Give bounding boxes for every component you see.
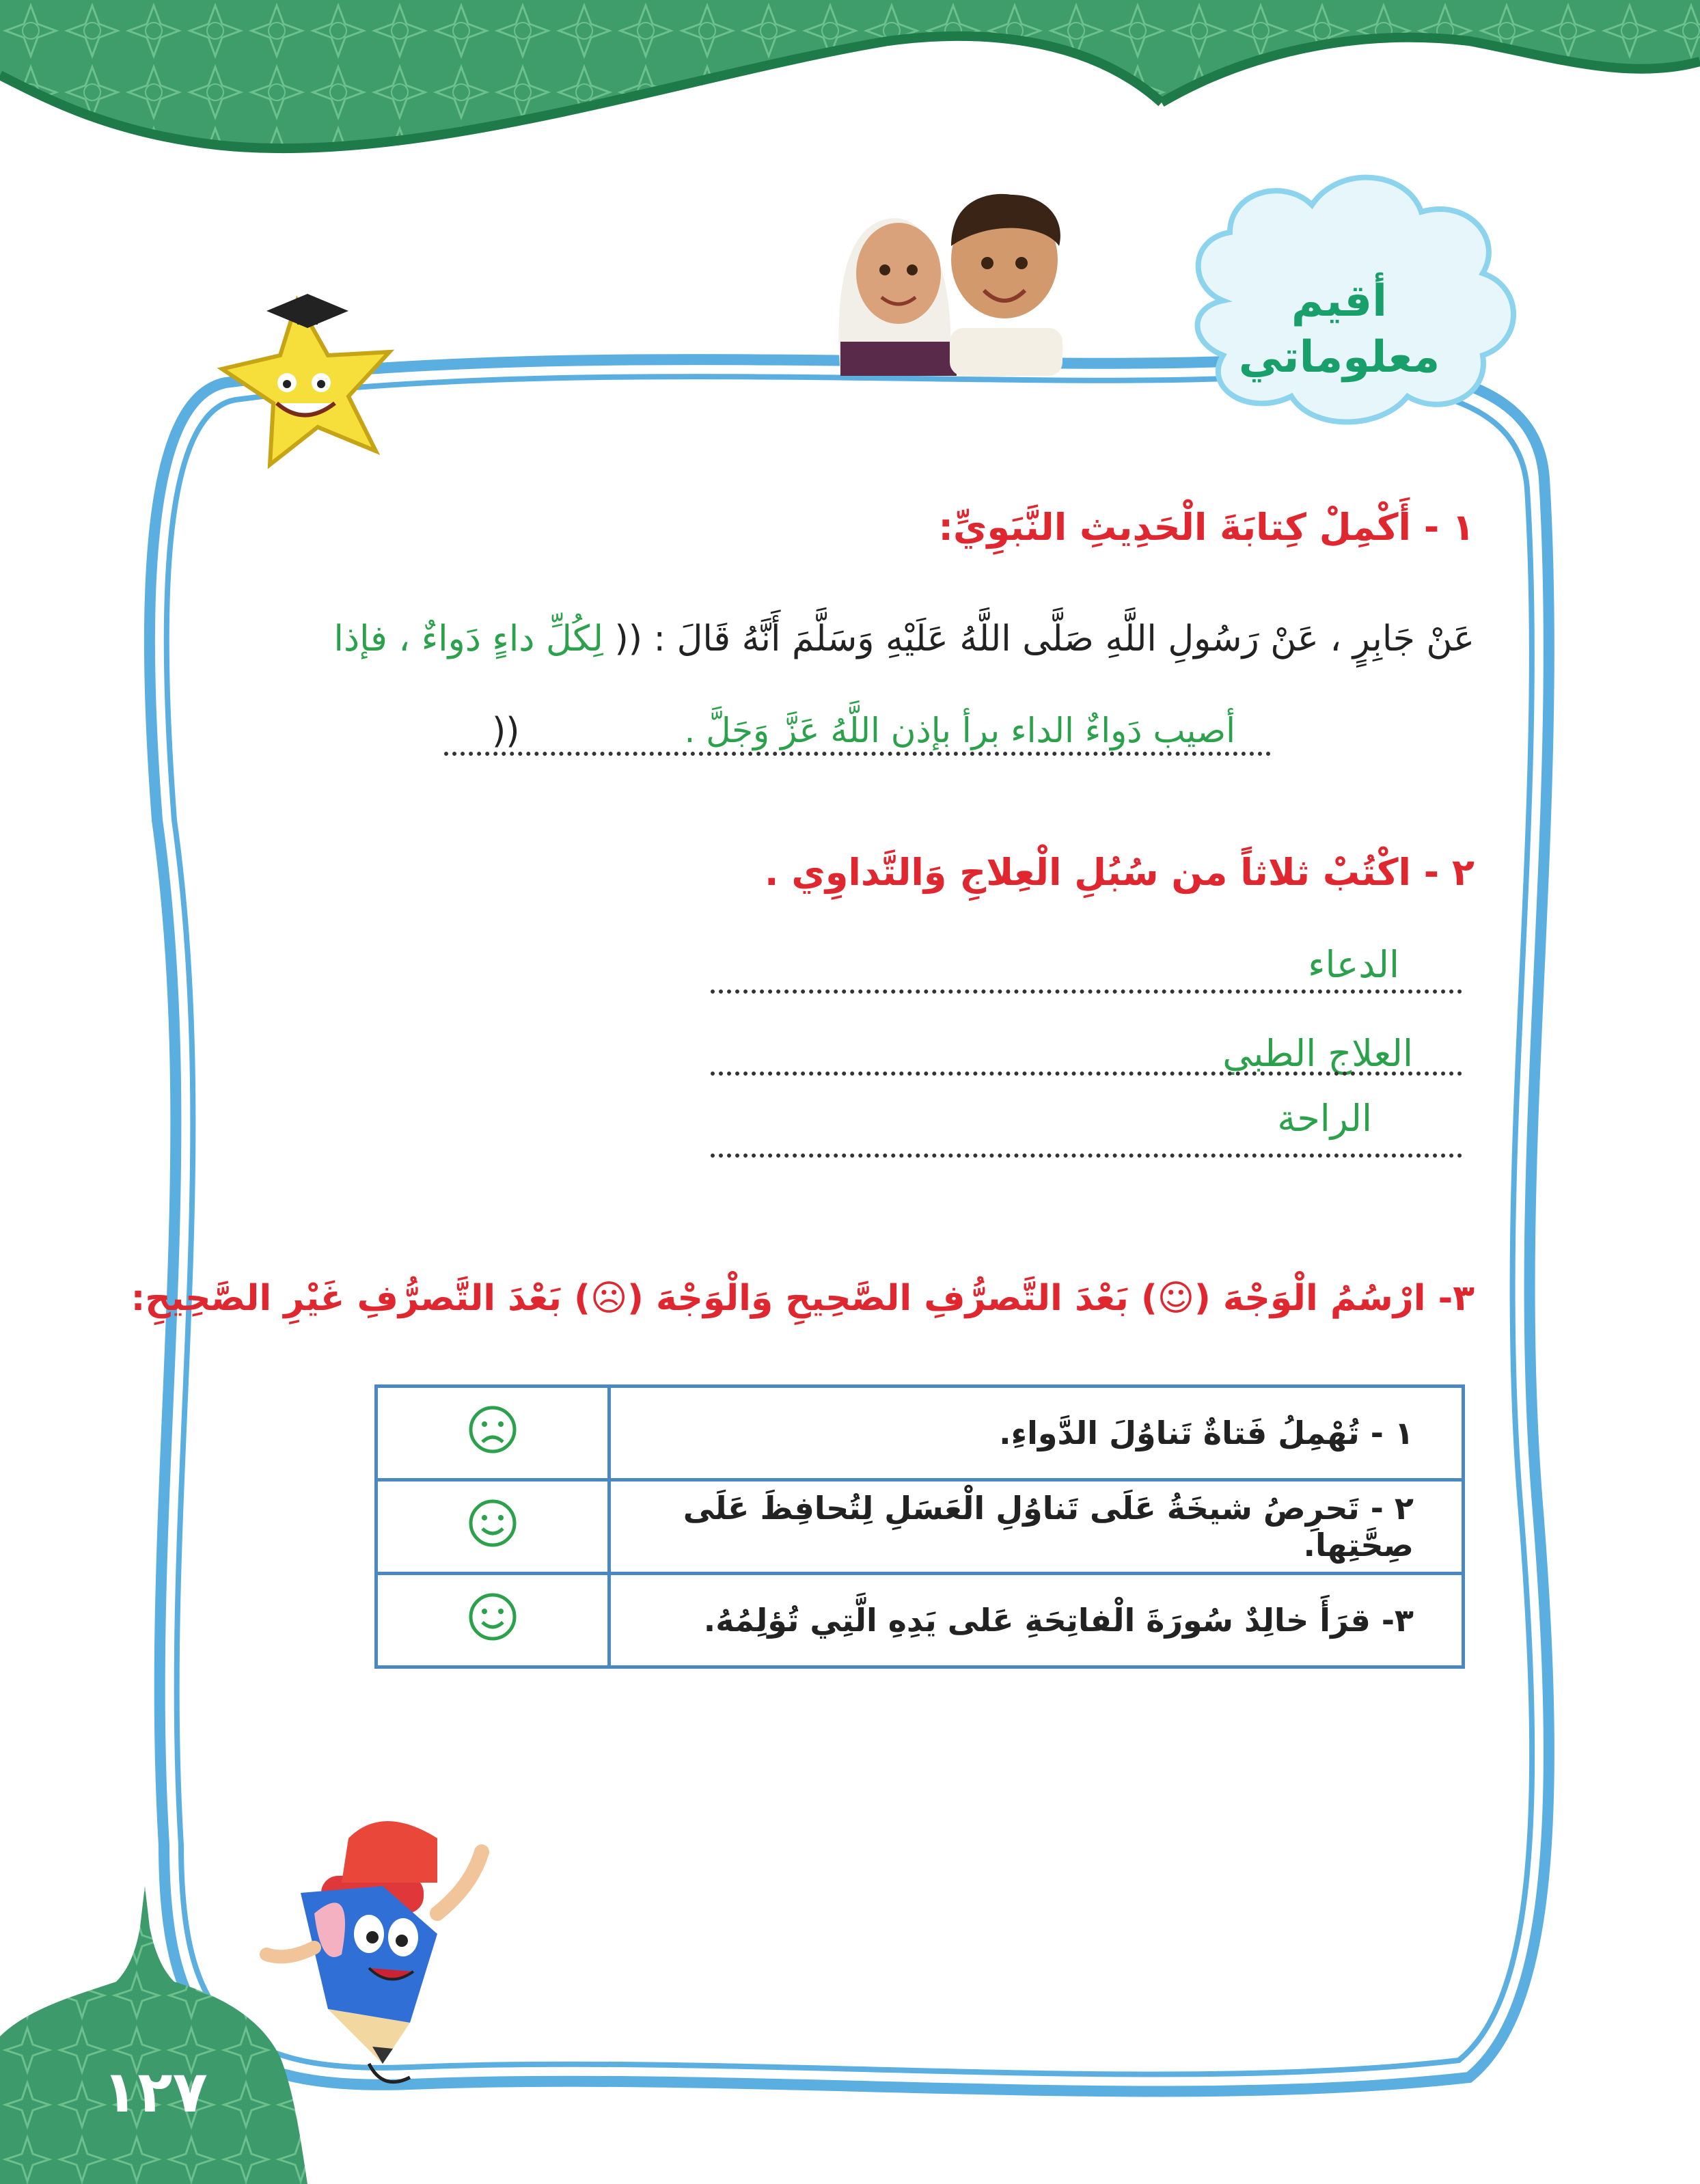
remedy-answer-2: العلاج الطبي [1222,1032,1413,1075]
badge-line2: معلوماتي [1238,332,1440,383]
behavior-statement: ١ - تُهْمِلُ فَتاةٌ تَناوُلَ الدَّواءِ. [609,1387,1463,1480]
remedy-answer-3: الراحة [1277,1097,1372,1140]
page-number: ١٢٧ [102,2058,208,2125]
hadith-closing: )) [492,711,520,752]
behavior-statement: ٣- قرَأَ خالِدٌ سُورَةَ الْفاتِحَةِ عَلى يَدِهِ الَّتِي تُؤلِمُهُ. [609,1574,1463,1667]
question-1-title: ١ - أَكْمِلْ كِتابَةَ الْحَدِيثِ النَّبَوِيِّ: [938,506,1475,549]
remedy-line-2[interactable] [711,1071,1462,1076]
hadith-answer: أصيب دَواءٌ الداء برأ بإذن اللَّهُ عَزَّ وَجَلَّ . [684,711,1235,750]
hadith-completion-start: لِكُلِّ داءٍ دَواءٌ ، فإذا [333,618,603,659]
remedy-line-1[interactable] [711,989,1462,994]
question-2-title: ٢ - اكْتُبْ ثلاثاً من سُبُلِ الْعِلاجِ وَالتَّداوِي . [765,851,1475,894]
mosque-dome-decoration [0,0,478,2184]
behavior-statement: ٢ - تَحرِصُ شيخَةُ عَلَى تَناوُلِ الْعَسَلِ لِتُحافِظَ عَلَى صِحَّتِها. [609,1480,1463,1574]
hadith-text: عَنْ جَابِرٍ ، عَنْ رَسُولِ اللَّهِ صَلَّى اللَّهُ عَلَيْهِ وَسَلَّمَ أَنَّهُ قَالَ : (( [614,618,1475,659]
badge-line1: أقيم [1291,276,1388,327]
remedy-answer-1: الدعاء [1308,943,1399,986]
remedy-line-3[interactable] [711,1154,1462,1158]
question-3-title: ٣- ارْسُمُ الْوَجْهَ (☺) بَعْدَ التَّصرُّفِ الصَّحِيحِ وَالْوَجْهَ (☹) بَعْدَ التَّصرُّفِ غَيْرِ الصَّحِيحِ: [131,1278,1475,1319]
